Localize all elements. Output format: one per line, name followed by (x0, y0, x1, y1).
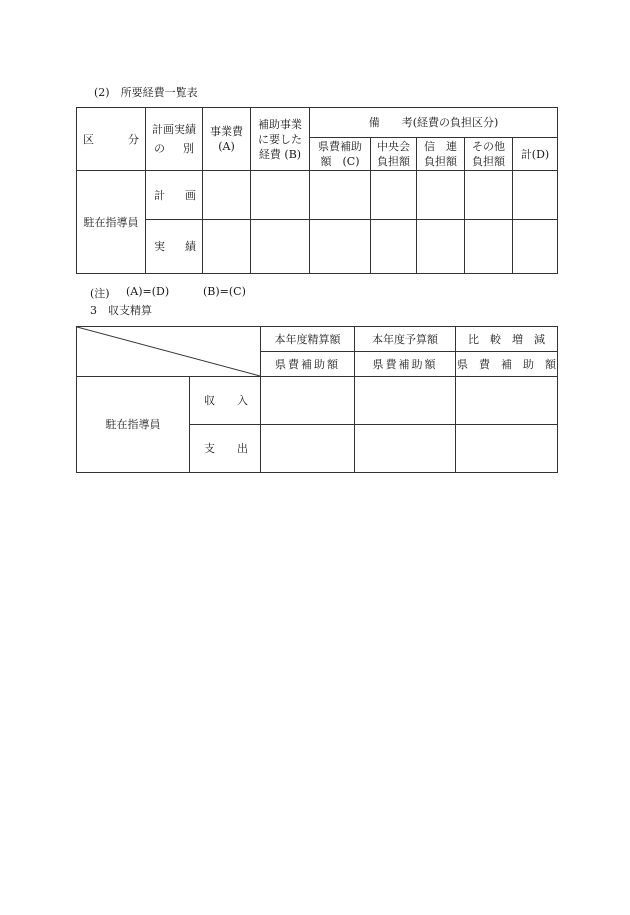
cell-income-seisan (261, 377, 355, 425)
header-kenhi: 県費補助 額 (C) (310, 138, 371, 171)
row-expense: 支 出 (190, 425, 261, 473)
note-eq1: (A)=(D) (126, 285, 170, 298)
header-chuokai: 中央会 負担額 (371, 138, 417, 171)
cell-keikaku-jigyohi (203, 171, 251, 220)
section3-heading: 3 収支精算 (90, 304, 152, 317)
row-jisseki: 実 績 (146, 220, 203, 274)
cell-income-hikaku (456, 377, 558, 425)
header-keikaku-jisseki: 計画実績 の 別 (146, 108, 203, 171)
cell-keikaku-kenhi (310, 171, 371, 220)
header-hikaku: 比 較 増 減 (456, 327, 558, 352)
cell-jisseki-hojo (251, 220, 310, 274)
settlement-table (76, 326, 558, 473)
note-label: (注) (90, 287, 110, 300)
expense-table (76, 107, 558, 274)
header-yosan: 本年度予算額 (355, 327, 456, 352)
cell-jisseki-kei (513, 220, 558, 274)
cell-income-yosan (355, 377, 456, 425)
row-label-chuzai-settlement: 駐在指導員 (77, 377, 190, 473)
note-eq2: (B)=(C) (203, 285, 246, 298)
row-income: 収 入 (190, 377, 261, 425)
subheader-kenhi-1: 県費補助額 (261, 352, 355, 377)
diagonal-header-cell (77, 327, 261, 377)
cell-expense-hikaku (456, 425, 558, 473)
row-keikaku: 計 画 (146, 171, 203, 220)
cell-jisseki-jigyohi (203, 220, 251, 274)
header-shinren: 信 連 負担額 (417, 138, 465, 171)
header-sonota: その他 負担額 (465, 138, 513, 171)
header-kei: 計(D) (513, 138, 558, 171)
cell-jisseki-chuokai (371, 220, 417, 274)
cell-jisseki-kenhi (310, 220, 371, 274)
cell-keikaku-shinren (417, 171, 465, 220)
cell-expense-yosan (355, 425, 456, 473)
cell-expense-seisan (261, 425, 355, 473)
header-biko: 備 考(経費の負担区分) (310, 108, 558, 138)
cell-keikaku-hojo (251, 171, 310, 220)
cell-keikaku-chuokai (371, 171, 417, 220)
header-seisan: 本年度精算額 (261, 327, 355, 352)
cell-jisseki-shinren (417, 220, 465, 274)
row-label-chuzai: 駐在指導員 (77, 171, 146, 274)
cell-jisseki-sonota (465, 220, 513, 274)
subheader-kenhi-2: 県費補助額 (355, 352, 456, 377)
header-jigyohi: 事業費 (A) (203, 108, 251, 171)
header-hojo-jigyo: 補助事業 に要した 経費 (B) (251, 108, 310, 171)
diagonal-line (77, 327, 260, 376)
subheader-kenhi-3: 県 費 補 助 額 (456, 352, 558, 377)
cell-keikaku-kei (513, 171, 558, 220)
section2-heading: (2) 所要経費一覧表 (94, 86, 198, 99)
header-kubun: 区 分 (77, 108, 146, 171)
cell-keikaku-sonota (465, 171, 513, 220)
